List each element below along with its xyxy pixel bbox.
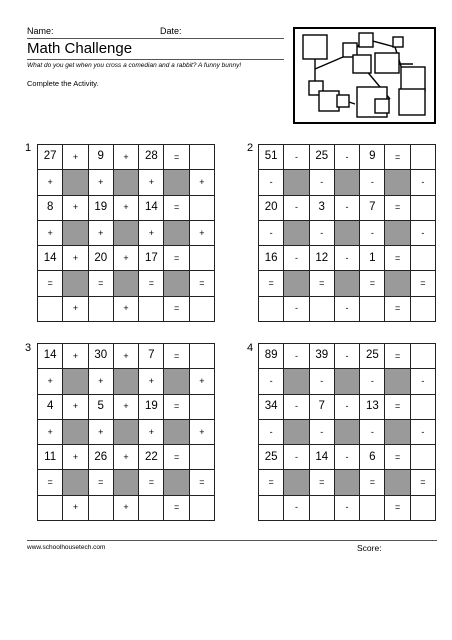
- operator-cell: +: [139, 369, 164, 394]
- page-title: Math Challenge: [27, 40, 133, 57]
- operator-cell: -: [259, 221, 284, 246]
- operator-cell: =: [164, 196, 189, 221]
- operator-cell: -: [310, 170, 335, 195]
- riddle-text: What do you get when you cross a comedian and a rabbit? A funny bunny!: [27, 62, 242, 69]
- shaded-cell: [385, 470, 410, 495]
- title-underline: [27, 59, 284, 60]
- operator-cell: =: [89, 271, 114, 296]
- footer-divider: [27, 540, 437, 541]
- shaded-cell: [114, 170, 139, 195]
- operator-cell: =: [385, 246, 410, 271]
- operator-cell: =: [385, 445, 410, 470]
- operator-cell: +: [38, 369, 63, 394]
- operator-cell: -: [284, 496, 309, 521]
- operator-cell: -: [284, 445, 309, 470]
- operator-cell: +: [89, 170, 114, 195]
- number-cell: 25: [259, 445, 284, 470]
- shaded-cell: [164, 420, 189, 445]
- operator-cell: +: [139, 420, 164, 445]
- operator-cell: +: [89, 221, 114, 246]
- operator-cell: +: [114, 246, 139, 271]
- operator-cell: =: [259, 470, 284, 495]
- number-cell: 28: [139, 145, 164, 170]
- operator-cell: +: [114, 297, 139, 322]
- operator-cell: +: [114, 395, 139, 420]
- shaded-cell: [63, 369, 88, 394]
- operator-cell: =: [139, 470, 164, 495]
- operator-cell: +: [38, 221, 63, 246]
- shaded-cell: [335, 271, 360, 296]
- operator-cell: +: [38, 420, 63, 445]
- number-cell: 7: [360, 196, 385, 221]
- shaded-cell: [164, 170, 189, 195]
- operator-cell: =: [385, 395, 410, 420]
- shaded-cell: [63, 221, 88, 246]
- operator-cell: -: [360, 420, 385, 445]
- operator-cell: =: [89, 470, 114, 495]
- answer-cell[interactable]: [259, 297, 284, 322]
- operator-cell: +: [190, 369, 215, 394]
- number-cell: 39: [310, 344, 335, 369]
- date-label: Date:: [160, 26, 182, 36]
- answer-cell[interactable]: [89, 297, 114, 322]
- shaded-cell: [335, 420, 360, 445]
- number-cell: 89: [259, 344, 284, 369]
- shaded-cell: [63, 470, 88, 495]
- operator-cell: -: [284, 395, 309, 420]
- operator-cell: +: [63, 246, 88, 271]
- operator-cell: +: [114, 445, 139, 470]
- operator-cell: -: [335, 395, 360, 420]
- answer-cell[interactable]: [190, 297, 215, 322]
- answer-cell[interactable]: [411, 344, 436, 369]
- operator-cell: -: [310, 221, 335, 246]
- number-cell: 20: [89, 246, 114, 271]
- number-cell: 9: [360, 145, 385, 170]
- shaded-cell: [114, 420, 139, 445]
- shaded-cell: [114, 470, 139, 495]
- operator-cell: =: [385, 145, 410, 170]
- operator-cell: =: [164, 145, 189, 170]
- operator-cell: =: [411, 271, 436, 296]
- answer-cell[interactable]: [139, 496, 164, 521]
- operator-cell: +: [63, 395, 88, 420]
- number-cell: 14: [310, 445, 335, 470]
- operator-cell: =: [385, 496, 410, 521]
- operator-cell: -: [411, 420, 436, 445]
- number-cell: 19: [139, 395, 164, 420]
- operator-cell: =: [139, 271, 164, 296]
- shaded-cell: [385, 420, 410, 445]
- operator-cell: =: [164, 297, 189, 322]
- shaded-cell: [284, 369, 309, 394]
- operator-cell: =: [38, 271, 63, 296]
- operator-cell: =: [164, 344, 189, 369]
- operator-cell: +: [114, 196, 139, 221]
- shaded-cell: [284, 271, 309, 296]
- operator-cell: +: [63, 445, 88, 470]
- shaded-cell: [335, 170, 360, 195]
- operator-cell: -: [411, 369, 436, 394]
- instructions-text: Complete the Activity.: [27, 79, 99, 88]
- operator-cell: +: [63, 196, 88, 221]
- number-cell: 5: [89, 395, 114, 420]
- operator-cell: -: [335, 196, 360, 221]
- operator-cell: =: [164, 496, 189, 521]
- operator-cell: =: [385, 297, 410, 322]
- operator-cell: -: [335, 145, 360, 170]
- operator-cell: +: [63, 145, 88, 170]
- operator-cell: +: [114, 145, 139, 170]
- operator-cell: +: [38, 170, 63, 195]
- operator-cell: =: [310, 271, 335, 296]
- number-cell: 14: [38, 246, 63, 271]
- name-label: Name:: [27, 26, 54, 36]
- shaded-cell: [385, 221, 410, 246]
- name-date-line: [27, 38, 284, 39]
- operator-cell: -: [259, 369, 284, 394]
- operator-cell: -: [310, 369, 335, 394]
- operator-cell: =: [360, 470, 385, 495]
- shaded-cell: [284, 470, 309, 495]
- number-cell: 3: [310, 196, 335, 221]
- operator-cell: -: [335, 297, 360, 322]
- puzzle-number: 4: [247, 342, 254, 354]
- footer-url: www.schoolhousetech.com: [27, 544, 106, 551]
- operator-cell: -: [259, 170, 284, 195]
- operator-cell: =: [164, 395, 189, 420]
- operator-cell: -: [411, 170, 436, 195]
- answer-cell[interactable]: [259, 496, 284, 521]
- operator-cell: -: [284, 196, 309, 221]
- operator-cell: =: [164, 445, 189, 470]
- answer-cell[interactable]: [360, 297, 385, 322]
- operator-cell: +: [190, 221, 215, 246]
- puzzle-number: 2: [247, 142, 254, 154]
- puzzle-grid: [37, 144, 215, 322]
- operator-cell: +: [114, 496, 139, 521]
- number-cell: 6: [360, 445, 385, 470]
- number-cell: 20: [259, 196, 284, 221]
- operator-cell: =: [190, 271, 215, 296]
- number-cell: 26: [89, 445, 114, 470]
- shaded-cell: [63, 170, 88, 195]
- operator-cell: +: [63, 496, 88, 521]
- answer-cell[interactable]: [139, 297, 164, 322]
- answer-cell[interactable]: [360, 496, 385, 521]
- answer-cell[interactable]: [411, 496, 436, 521]
- operator-cell: -: [411, 221, 436, 246]
- number-cell: 7: [310, 395, 335, 420]
- number-cell: 14: [139, 196, 164, 221]
- answer-cell[interactable]: [411, 395, 436, 420]
- number-cell: 30: [89, 344, 114, 369]
- number-cell: 11: [38, 445, 63, 470]
- number-cell: 9: [89, 145, 114, 170]
- operator-cell: +: [139, 170, 164, 195]
- number-cell: 27: [38, 145, 63, 170]
- shaded-cell: [114, 271, 139, 296]
- number-cell: 4: [38, 395, 63, 420]
- number-cell: 7: [139, 344, 164, 369]
- operator-cell: -: [284, 145, 309, 170]
- operator-cell: +: [89, 369, 114, 394]
- number-cell: 1: [360, 246, 385, 271]
- shaded-cell: [164, 221, 189, 246]
- operator-cell: =: [385, 196, 410, 221]
- shaded-cell: [284, 170, 309, 195]
- operator-cell: +: [114, 344, 139, 369]
- shaded-cell: [385, 369, 410, 394]
- puzzle-grid: [37, 343, 215, 521]
- operator-cell: +: [190, 170, 215, 195]
- decorative-boxes-graphic: [293, 27, 436, 124]
- shaded-cell: [335, 221, 360, 246]
- puzzle-number: 3: [25, 342, 32, 354]
- answer-cell[interactable]: [190, 196, 215, 221]
- number-cell: 17: [139, 246, 164, 271]
- answer-cell[interactable]: [310, 496, 335, 521]
- operator-cell: -: [360, 221, 385, 246]
- answer-cell[interactable]: [190, 496, 215, 521]
- answer-cell[interactable]: [190, 395, 215, 420]
- score-label: Score:: [357, 543, 382, 553]
- shaded-cell: [114, 221, 139, 246]
- number-cell: 16: [259, 246, 284, 271]
- operator-cell: -: [310, 420, 335, 445]
- operator-cell: +: [63, 344, 88, 369]
- number-cell: 14: [38, 344, 63, 369]
- operator-cell: -: [284, 297, 309, 322]
- number-cell: 34: [259, 395, 284, 420]
- operator-cell: +: [89, 420, 114, 445]
- shaded-cell: [114, 369, 139, 394]
- answer-cell[interactable]: [190, 445, 215, 470]
- number-cell: 51: [259, 145, 284, 170]
- number-cell: 8: [38, 196, 63, 221]
- puzzle-grid: [258, 144, 436, 322]
- operator-cell: -: [284, 344, 309, 369]
- answer-cell[interactable]: [411, 196, 436, 221]
- shaded-cell: [164, 369, 189, 394]
- answer-cell[interactable]: [411, 246, 436, 271]
- puzzle-grid: [258, 343, 436, 521]
- operator-cell: =: [385, 344, 410, 369]
- operator-cell: -: [335, 496, 360, 521]
- operator-cell: =: [164, 246, 189, 271]
- operator-cell: -: [360, 170, 385, 195]
- operator-cell: -: [335, 344, 360, 369]
- operator-cell: -: [360, 369, 385, 394]
- operator-cell: =: [259, 271, 284, 296]
- shaded-cell: [284, 420, 309, 445]
- answer-cell[interactable]: [411, 297, 436, 322]
- shaded-cell: [284, 221, 309, 246]
- number-cell: 22: [139, 445, 164, 470]
- operator-cell: =: [411, 470, 436, 495]
- number-cell: 19: [89, 196, 114, 221]
- shaded-cell: [63, 271, 88, 296]
- operator-cell: =: [38, 470, 63, 495]
- answer-cell[interactable]: [89, 496, 114, 521]
- answer-cell[interactable]: [411, 145, 436, 170]
- puzzle-number: 1: [25, 142, 32, 154]
- answer-cell[interactable]: [310, 297, 335, 322]
- shaded-cell: [385, 271, 410, 296]
- operator-cell: =: [310, 470, 335, 495]
- answer-cell[interactable]: [190, 344, 215, 369]
- operator-cell: -: [335, 246, 360, 271]
- answer-cell[interactable]: [411, 445, 436, 470]
- number-cell: 13: [360, 395, 385, 420]
- operator-cell: =: [360, 271, 385, 296]
- shaded-cell: [335, 470, 360, 495]
- number-cell: 12: [310, 246, 335, 271]
- shaded-cell: [335, 369, 360, 394]
- operator-cell: =: [190, 470, 215, 495]
- answer-cell[interactable]: [190, 145, 215, 170]
- operator-cell: +: [190, 420, 215, 445]
- operator-cell: +: [139, 221, 164, 246]
- operator-cell: -: [335, 445, 360, 470]
- answer-cell[interactable]: [190, 246, 215, 271]
- shaded-cell: [164, 271, 189, 296]
- operator-cell: -: [284, 246, 309, 271]
- shaded-cell: [385, 170, 410, 195]
- answer-cell[interactable]: [38, 297, 63, 322]
- shaded-cell: [164, 470, 189, 495]
- number-cell: 25: [310, 145, 335, 170]
- operator-cell: +: [63, 297, 88, 322]
- answer-cell[interactable]: [38, 496, 63, 521]
- shaded-cell: [63, 420, 88, 445]
- number-cell: 25: [360, 344, 385, 369]
- operator-cell: -: [259, 420, 284, 445]
